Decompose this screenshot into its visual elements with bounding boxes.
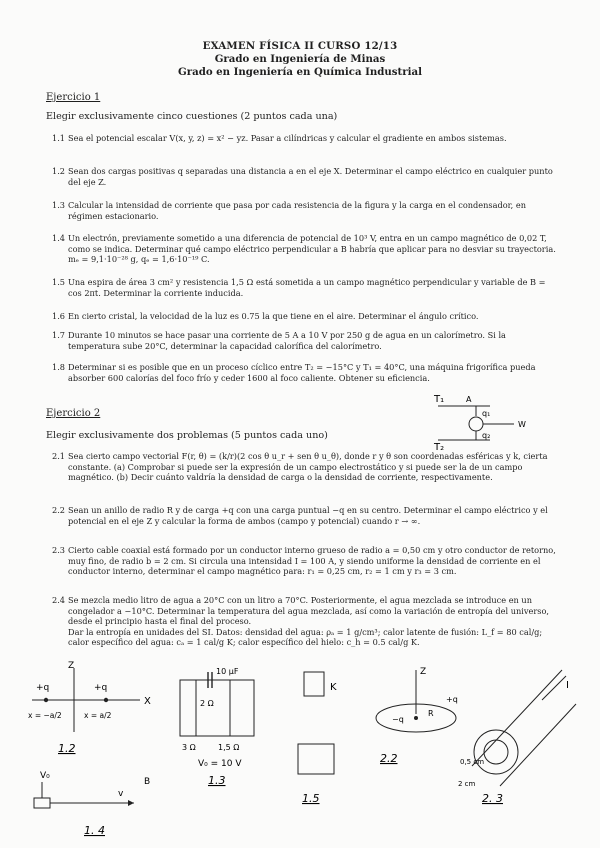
- question-number: 1.8: [52, 362, 66, 372]
- question-text: Un electrón, previamente sometido a una diferencia de potencial de 10³ V, entra en un campo magnético de 0,02 T, como se indica. Determinar qué campo eléctrico perpendicular a B habría que aplicar para no desviar su trayectoria. mₑ = 9,1·10⁻²⁸ g, qₑ = 1,6·10⁻¹⁹ C.: [68, 233, 556, 265]
- problem-2-1: [52, 451, 557, 483]
- charge-right-label: +q: [94, 683, 108, 693]
- figure-1-3: [172, 660, 272, 785]
- problem-text: Sean un anillo de radio R y de carga +q con una carga puntual −q en su centro. Determinar el campo eléctrico y el potencial en el eje Z y calcular la forma de ambos (campo y potencial) cuando r → ∞.: [68, 505, 548, 526]
- problem-text: Sea cierto campo vectorial F(r, θ) = (k/r)(2 cos θ u_r + sen θ u_θ), donde r y θ son coordenadas esféricas y k, cierta constante. (a) Comprobar si puede ser la expresión de un campo electrostático y si puede ser la de un campo magnético. (b) Decir cuánto valdría la densidad de carga o la densidad de corriente, respectivamente.: [68, 451, 548, 483]
- inner-radius-label: 0,5 cm: [460, 758, 485, 766]
- problem-data: Dar la entropía en unidades del SI. Datos: densidad del agua: ρₐ = 1 g/cm³; calor latente de fusión: L_f = 80 cal/g; calor específico del agua: cₐ = 1 cal/g K; calor específico del hielo: c_h = 0.5 cal/g K.: [68, 626, 543, 648]
- charge-left-label: +q: [36, 683, 50, 693]
- question-text: En cierto cristal, la velocidad de la luz es 0.75 la que tiene en el aire. Determinar el ángulo crítico.: [68, 311, 479, 321]
- resistor-3-label: 1,5 Ω: [218, 743, 240, 752]
- question-1-4: [52, 233, 557, 265]
- problem-number: 2.4: [52, 595, 66, 605]
- problem-2-3: [52, 545, 557, 577]
- figure-1-4: [34, 768, 184, 840]
- problem-2-2: [52, 505, 557, 526]
- source-box: [34, 798, 50, 808]
- x-axis-label: X: [144, 696, 151, 707]
- pos-left-label: x = −a/2: [28, 711, 62, 720]
- loop-shape: [298, 744, 334, 774]
- question-text: Sean dos cargas positivas q separadas una distancia a en el eje X. Determinar el campo eléctrico en cualquier punto del eje Z.: [68, 166, 553, 187]
- q1-label: q₁: [482, 409, 491, 418]
- z-axis-label: Z: [420, 667, 427, 677]
- problem-number: 2.2: [52, 505, 66, 515]
- ring-charge-label: +q: [446, 695, 458, 704]
- question-number: 1.4: [52, 233, 66, 243]
- question-1-2: [52, 166, 557, 187]
- k-label: K: [330, 682, 337, 693]
- w-label: W: [518, 420, 526, 429]
- resistor-2-label: 3 Ω: [182, 743, 196, 752]
- center-charge: [414, 716, 418, 720]
- inner-conductor: [484, 740, 508, 764]
- section-instructions-ej2: Elegir exclusivamente dos problemas (5 puntos cada uno): [46, 430, 328, 441]
- question-1-3: [52, 200, 557, 221]
- question-1-6: [52, 311, 557, 322]
- thermo-cycle-figure: [430, 388, 560, 453]
- pos-right-label: x = a/2: [84, 711, 112, 720]
- outer-radius-label: 2 cm: [458, 780, 476, 788]
- question-number: 1.1: [52, 133, 66, 143]
- question-number: 1.6: [52, 311, 66, 321]
- question-number: 1.2: [52, 166, 66, 176]
- t1-label: T₁: [434, 394, 445, 405]
- section-title-ej1: Ejercicio 1: [46, 92, 101, 103]
- velocity-arrow: [128, 800, 134, 806]
- problem-2-4: [52, 595, 557, 648]
- charge-left: [44, 698, 48, 702]
- figure-caption: 1.2: [58, 742, 76, 755]
- figure-caption: 2.2: [380, 752, 398, 765]
- question-text: Una espira de área 3 cm² y resistencia 1,5 Ω está sometida a un campo magnético perpendicular y variable de B = cos 2πt. Determinar la corriente inducida.: [68, 277, 546, 298]
- z-axis-label: Z: [68, 661, 75, 671]
- section-title-ej2: Ejercicio 2: [46, 408, 101, 419]
- q2-label: q₂: [482, 431, 491, 440]
- question-1-7: [52, 330, 557, 351]
- figure-caption: 1.3: [208, 774, 226, 787]
- machine-circle: [469, 417, 483, 431]
- figure-caption: 2. 3: [482, 792, 503, 805]
- question-number: 1.7: [52, 330, 66, 340]
- figure-1-2: [28, 660, 163, 760]
- outer-conductor: [474, 730, 518, 774]
- resistor-1-label: 2 Ω: [200, 699, 214, 708]
- question-text: Sea el potencial escalar V(x, y, z) = x² − yz. Pasar a cilíndricas y calcular el gradiente en ambos sistemas.: [68, 133, 507, 143]
- problem-text: Cierto cable coaxial está formado por un conductor interno grueso de radio a = 0,50 cm y otro conductor de retorno, muy fino, de radio b = 2 cm. Si circula una intensidad I = 100 A, y siendo uniforme la densidad de corriente en el conductor interno, determinar el campo magnético para: r₁ = 0,25 cm, r₂ = 1 cm y r₃ = 3 cm.: [68, 545, 556, 577]
- charge-right: [104, 698, 108, 702]
- problem-number: 2.3: [52, 545, 66, 555]
- figure-2-3: [458, 656, 582, 806]
- field-label: B: [144, 777, 151, 787]
- capacitor-label: 10 μF: [216, 667, 239, 676]
- question-1-8: [52, 362, 557, 383]
- question-number: 1.3: [52, 200, 66, 210]
- figure-caption: 1. 4: [84, 824, 105, 837]
- question-1-5: [52, 277, 557, 298]
- radius-label: R: [428, 709, 434, 718]
- figure-caption: 1.5: [302, 792, 320, 805]
- question-1-1: [52, 133, 557, 144]
- v0-label: V₀: [40, 771, 50, 781]
- figure-2-2: [366, 664, 476, 784]
- problem-number: 2.1: [52, 451, 66, 461]
- question-number: 1.5: [52, 277, 66, 287]
- question-text: Durante 10 minutos se hace pasar una corriente de 5 A a 10 V por 250 g de agua en un calorímetro. Si la temperatura sube 20°C, determinar la capacidad calorífica del calorímetro.: [68, 330, 506, 351]
- velocity-label: v: [118, 789, 124, 799]
- problem-text: Se mezcla medio litro de agua a 20°C con un litro a 70°C. Posteriormente, el agua mezclada se introduce en un congelador a −10°C. Determinar la temperatura del agua mezclada, así como la variación de entropía del universo, desde el principio hasta el final del proceso.: [68, 595, 549, 627]
- a-label: A: [466, 395, 472, 404]
- question-text: Calcular la intensidad de corriente que pasa por cada resistencia de la figura y la carga en el condensador, en régimen estacionario.: [68, 200, 526, 221]
- figure-1-5: [290, 664, 360, 809]
- voltage-label: V₀ = 10 V: [198, 759, 242, 769]
- exam-title: EXAMEN FÍSICA II CURSO 12/13: [202, 40, 398, 52]
- section-instructions-ej1: Elegir exclusivamente cinco cuestiones (2 puntos cada una): [46, 111, 338, 122]
- t2-label: T₂: [434, 442, 445, 453]
- degree-line-1: Grado en Ingeniería de Minas: [214, 53, 386, 65]
- degree-line-2: Grado en Ingeniería en Química Industrial: [178, 66, 422, 78]
- question-text: Determinar si es posible que en un proceso cíclico entre T₂ = −15°C y T₁ = 40°C, una máquina frigorífica pueda absorber 600 calorías del foco frío y ceder 1600 al foco caliente. Obtener su eficiencia.: [68, 362, 536, 383]
- current-label: I: [566, 680, 569, 691]
- center-charge-label: −q: [392, 715, 404, 724]
